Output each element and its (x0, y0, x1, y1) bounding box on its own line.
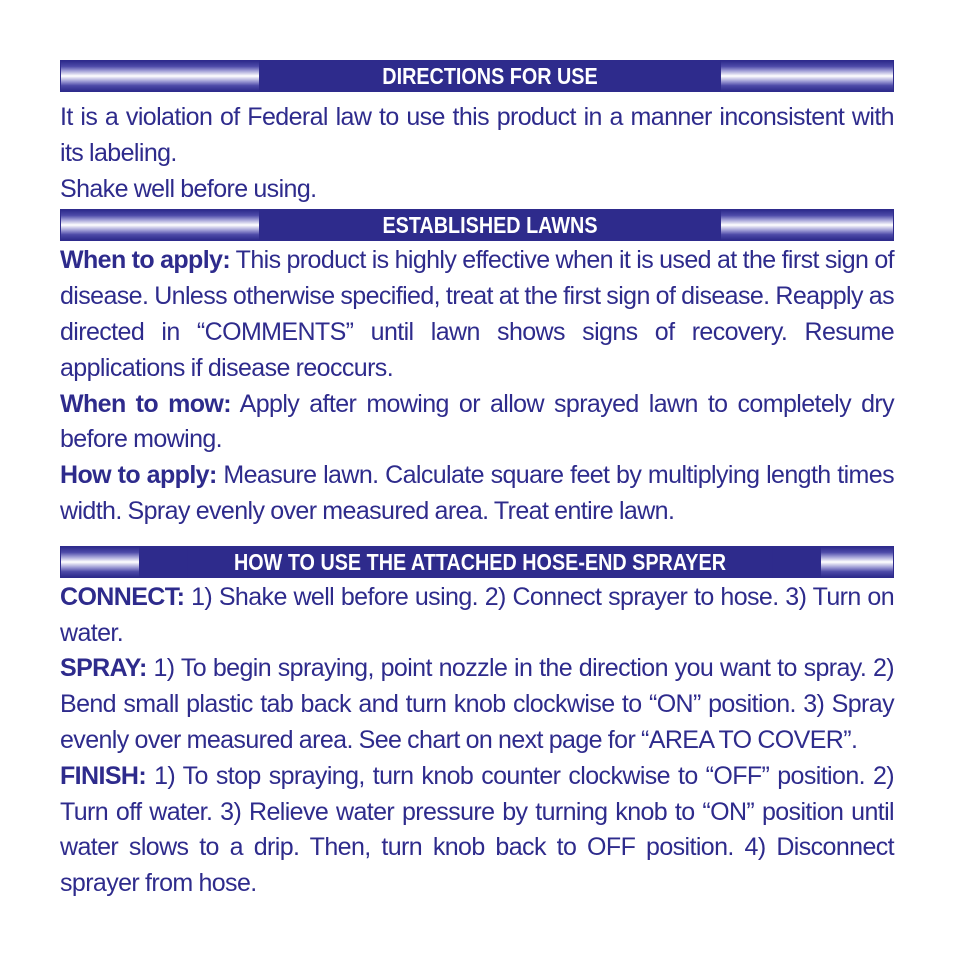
when-to-apply-label: When to apply: (60, 246, 231, 275)
finish-paragraph (60, 759, 894, 902)
when-to-apply-text: This product is highly effective when it is used at the first sign of disease. Unless otherwise specified, treat at the first sign of disease. Reapply as directed in “COMMENTS” until lawn shows signs of recovery. Resume applications if disease reoccurs. (60, 246, 894, 382)
heading-established-lawns: ESTABLISHED LAWNS (292, 209, 688, 241)
section-heading-lawns (60, 209, 894, 243)
heading-stripe-right (820, 546, 894, 578)
heading-stripe-right (720, 60, 894, 92)
heading-hose-end-sprayer: HOW TO USE THE ATTACHED HOSE-END SPRAYER (188, 546, 773, 578)
heading-stripe-right (720, 209, 894, 241)
connect-text: 1) Shake well before using. 2) Connect sprayer to hose. 3) Turn on water. (60, 582, 894, 647)
heading-stripe-left (60, 60, 260, 92)
label-page (60, 60, 894, 902)
violation-statement: It is a violation of Federal law to use this product in a manner inconsistent with its labeling. (60, 103, 894, 167)
spray-label: SPRAY: (60, 654, 147, 683)
section-heading-directions (60, 60, 894, 94)
section-heading-sprayer (60, 546, 894, 580)
finish-text: 1) To stop spraying, turn knob counter clockwise to “OFF” position. 2) Turn off water. 3) Relieve water pressure by turning knob to “ON” position until water slows to a drip. Then, turn knob back to OFF position. 4) Disconnect sprayer from hose. (60, 761, 894, 898)
spray-paragraph (60, 651, 894, 758)
when-to-mow-text: Apply after mowing or allow sprayed lawn to completely dry before mowing. (60, 389, 894, 454)
how-to-apply-paragraph (60, 458, 894, 530)
how-to-apply-label: How to apply: (60, 461, 217, 490)
heading-stripe-left (60, 209, 260, 241)
spray-text: 1) To begin spraying, point nozzle in the direction you want to spray. 2) Bend small plastic tab back and turn knob clockwise to “ON” position. 3) Spray evenly over measured area. See chart on next page for “AREA TO COVER”. (60, 654, 894, 754)
heading-stripe-left (60, 546, 140, 578)
connect-paragraph (60, 580, 894, 652)
shake-statement: Shake well before using. (60, 174, 317, 203)
when-to-apply-paragraph (60, 243, 894, 386)
when-to-mow-paragraph (60, 387, 894, 459)
finish-label: FINISH: (60, 761, 147, 790)
heading-directions-for-use: DIRECTIONS FOR USE (292, 60, 688, 92)
connect-label: CONNECT: (60, 582, 185, 611)
how-to-apply-text: Measure lawn. Calculate square feet by multiplying length times width. Spray evenly over measured area. Treat entire lawn. (60, 461, 894, 525)
when-to-mow-label: When to mow: (60, 389, 231, 418)
